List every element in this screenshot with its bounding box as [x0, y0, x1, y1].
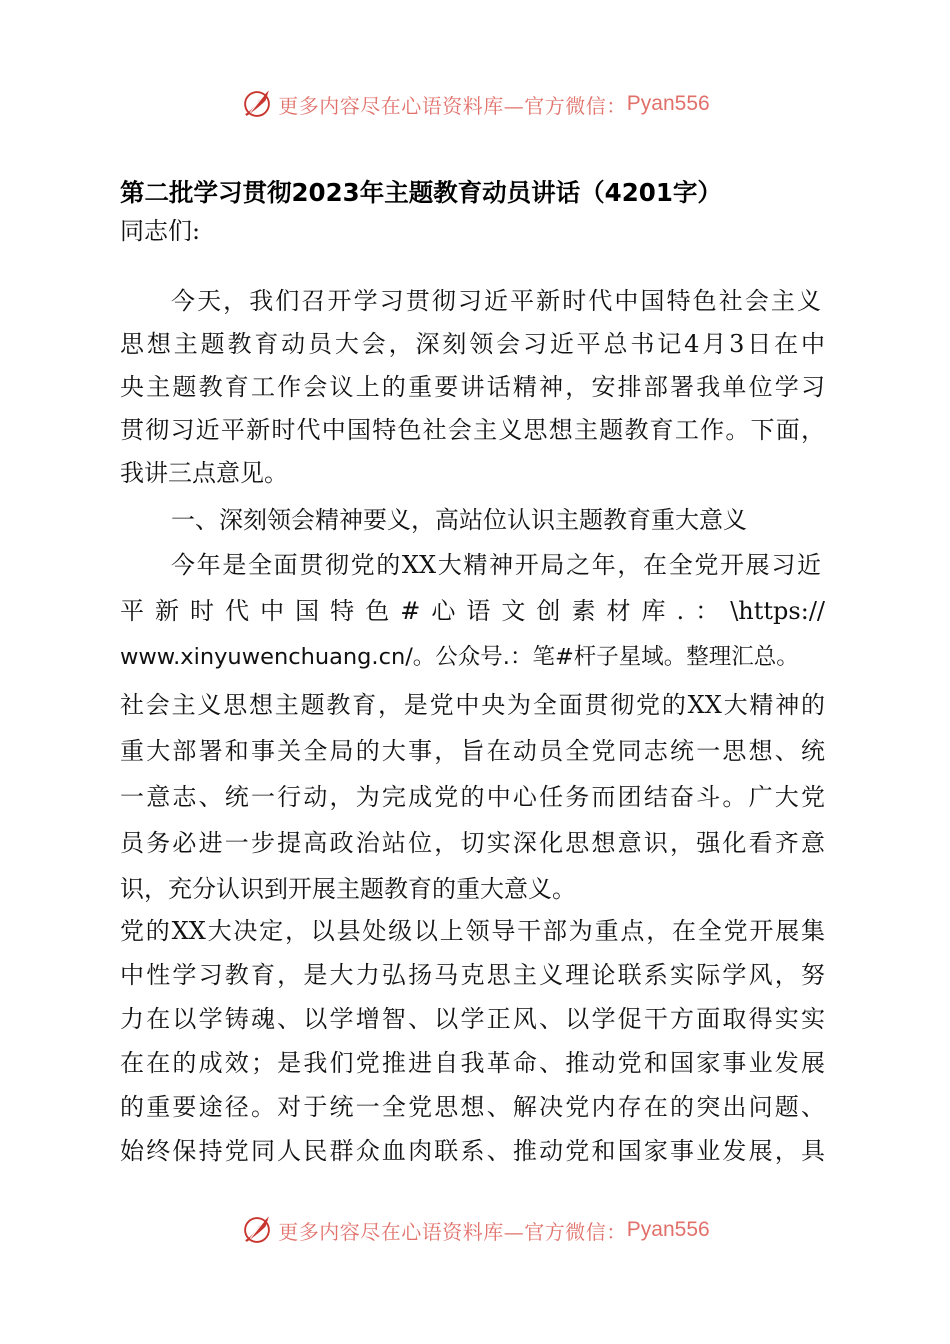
paragraph-line: 重大部署和事关全局的大事，旨在动员全党同志统一思想、统 [120, 737, 825, 765]
paragraph-line: 社会主义思想主题教育，是党中央为全面贯彻党的XX大精神的 [120, 691, 825, 719]
quill-pen-logo-icon [240, 1213, 274, 1247]
paragraph-line: 员务必进一步提高政治站位，切实深化思想意识，强化看齐意 [120, 829, 825, 857]
paragraph-line: 思想主题教育动员大会，深刻领会习近平总书记4月3日在中 [120, 330, 825, 358]
watermark-banner-bottom [0, 1210, 950, 1250]
paragraph-line: www.xinyuwenchuang.cn/。公众号.：笔#杆子星域。整理汇总。 [120, 644, 799, 670]
salutation: 同志们: [120, 217, 201, 245]
paragraph-line: 今天，我们召开学习贯彻习近平新时代中国特色社会主义 [171, 287, 821, 315]
section-heading: 一、深刻领会精神要义，高站位认识主题教育重大意义 [171, 506, 747, 534]
watermark-handle: Pyan556 [626, 92, 710, 115]
paragraph-line: 中性学习教育，是大力弘扬马克思主义理论联系实际学风，努 [120, 961, 825, 989]
paragraph-line: 央主题教育工作会议上的重要讲话精神，安排部署我单位学习 [120, 373, 825, 401]
paragraph-line: 始终保持党同人民群众血肉联系、推动党和国家事业发展，具 [120, 1137, 825, 1165]
document-title: 第二批学习贯彻2023年主题教育动员讲话（4201字） [120, 178, 722, 207]
watermark-text: 更多内容尽在心语资料库—官方微信： [278, 93, 627, 118]
watermark-text: 更多内容尽在心语资料库—官方微信： [278, 1219, 627, 1244]
quill-pen-logo-icon [240, 87, 274, 121]
watermark-banner-top [0, 84, 950, 124]
paragraph-line: 识，充分认识到开展主题教育的重大意义。 [120, 875, 576, 903]
paragraph-line: 平新时代中国特色#心语文创素材库.：\https:// [120, 597, 825, 625]
paragraph-line: 党的XX大决定，以县处级以上领导干部为重点，在全党开展集 [120, 917, 825, 945]
watermark-handle: Pyan556 [626, 1218, 710, 1241]
paragraph-line: 一意志、统一行动，为完成党的中心任务而团结奋斗。广大党 [120, 783, 825, 811]
paragraph-line: 我讲三点意见。 [120, 459, 288, 487]
paragraph-line: 在在的成效；是我们党推进自我革命、推动党和国家事业发展 [120, 1049, 825, 1077]
paragraph-line: 力在以学铸魂、以学增智、以学正风、以学促干方面取得实实 [120, 1005, 825, 1033]
paragraph-line: 今年是全面贯彻党的XX大精神开局之年，在全党开展习近 [171, 551, 821, 579]
paragraph-line: 的重要途径。对于统一全党思想、解决党内存在的突出问题、 [120, 1093, 825, 1121]
paragraph-line: 贯彻习近平新时代中国特色社会主义思想主题教育工作。下面， [120, 416, 825, 444]
